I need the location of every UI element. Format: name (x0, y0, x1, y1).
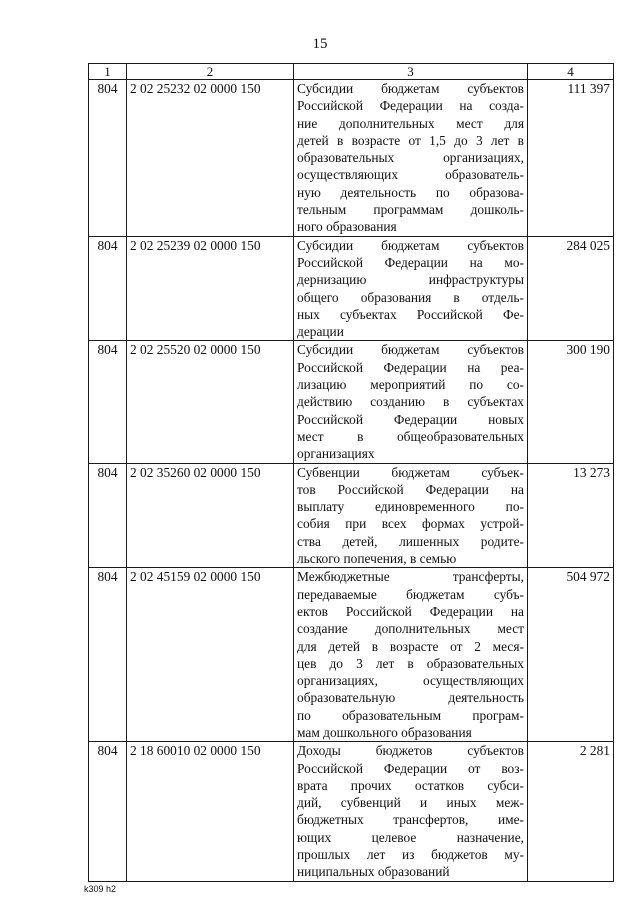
description-line: бюджетных трансфертов, име- (297, 812, 524, 828)
description-line: Российской Федерации от воз- (297, 760, 524, 776)
description-line: передаваемые бюджетам субъ- (297, 586, 524, 602)
table-header (89, 64, 614, 80)
admin-code-cell: 804 (89, 568, 127, 742)
description-line: ние дополнительных мест для (297, 115, 524, 131)
description-cell (294, 341, 528, 463)
description-line: ектов Российской Федерации на (297, 603, 524, 619)
description-line: врата прочих остатков субси- (297, 777, 524, 793)
budget-code-cell: 2 02 25520 02 0000 150 (127, 341, 294, 463)
amount-cell: 13 273 (528, 463, 614, 568)
budget-table (88, 63, 614, 882)
table-row (89, 742, 614, 881)
description-line: Доходы бюджетов субъектов (297, 743, 524, 759)
description-line: Российской Федерации на реа- (297, 359, 524, 375)
description-line: для детей в возрасте от 2 меся- (297, 638, 524, 654)
budget-code-cell: 2 18 60010 02 0000 150 (127, 742, 294, 881)
admin-code-cell: 804 (89, 742, 127, 881)
description-line: создание дополнительных мест (297, 621, 524, 637)
description-line: Российской Федерации на созда- (297, 98, 524, 114)
description-line: дерации (297, 324, 344, 340)
description-line: ства детей, лишенных родите- (297, 533, 524, 549)
amount-cell: 504 972 (528, 568, 614, 742)
table-row (89, 341, 614, 463)
description-line: тов Российской Федерации на (297, 481, 524, 497)
description-line: льского попечения, в семью (297, 551, 457, 567)
admin-code-cell: 804 (89, 463, 127, 568)
footer-mark: k309 h2 (84, 884, 117, 894)
description-line: выплату единовременного по- (297, 499, 524, 515)
description-line: ную деятельность по образова- (297, 184, 524, 200)
description-line: ниципальных образований (297, 864, 450, 880)
admin-code-cell: 804 (89, 341, 127, 463)
amount-cell: 300 190 (528, 341, 614, 463)
description-line: организациях, осуществляющих (297, 673, 524, 689)
description-line: ного образования (297, 219, 397, 235)
description-line: Межбюджетные трансферты, (297, 569, 524, 585)
description-line: действию созданию в субъектах (297, 394, 524, 410)
header-col-4: 4 (528, 64, 614, 80)
table-row (89, 236, 614, 341)
admin-code-cell: 804 (89, 80, 127, 237)
description-cell (294, 742, 528, 881)
description-line: ных субъектах Российской Фе- (297, 306, 524, 322)
description-line: собия при всех формах устрой- (297, 516, 524, 532)
description-line: мам дошкольного образования (297, 724, 472, 740)
description-cell (294, 463, 528, 568)
description-line: Субвенции бюджетам субъек- (297, 464, 524, 480)
budget-code-cell: 2 02 25232 02 0000 150 (127, 80, 294, 237)
description-line: прошлых лет из бюджетов му- (297, 847, 524, 863)
header-col-1: 1 (89, 64, 127, 80)
budget-code-cell: 2 02 25239 02 0000 150 (127, 236, 294, 341)
description-line: Субсидии бюджетам субъектов (297, 342, 524, 358)
description-line: ющих целевое назначение, (297, 829, 524, 845)
description-line: образовательную деятельность (297, 690, 524, 706)
description-line: дий, субвенций и иных меж- (297, 795, 524, 811)
description-line: организациях (297, 446, 375, 462)
admin-code-cell: 804 (89, 236, 127, 341)
table-row (89, 463, 614, 568)
description-line: Российской Федерации новых (297, 411, 524, 427)
page-number: 15 (312, 36, 328, 52)
description-line: по образовательным програм- (297, 707, 524, 723)
header-col-3: 3 (294, 64, 528, 80)
description-line: осуществляющих образователь- (297, 167, 524, 183)
budget-code-cell: 2 02 45159 02 0000 150 (127, 568, 294, 742)
table-row (89, 80, 614, 237)
description-line: детей в возрасте от 1,5 до 3 лет в (297, 132, 524, 148)
description-cell (294, 236, 528, 341)
description-line: тельным программам дошколь- (297, 202, 524, 218)
description-line: образовательных организациях, (297, 150, 524, 166)
budget-code-cell: 2 02 35260 02 0000 150 (127, 463, 294, 568)
description-line: Российской Федерации на мо- (297, 254, 524, 270)
description-cell (294, 568, 528, 742)
amount-cell: 111 397 (528, 80, 614, 237)
description-cell (294, 80, 528, 237)
description-line: дернизацию инфраструктуры (297, 272, 524, 288)
table-row (89, 568, 614, 742)
amount-cell: 284 025 (528, 236, 614, 341)
description-line: общего образования в отдель- (297, 289, 524, 305)
table-body (89, 80, 614, 882)
header-col-2: 2 (127, 64, 294, 80)
description-line: мест в общеобразовательных (297, 428, 524, 444)
description-line: цев до 3 лет в образовательных (297, 655, 524, 671)
amount-cell: 2 281 (528, 742, 614, 881)
description-line: Субсидии бюджетам субъектов (297, 81, 524, 96)
description-line: Субсидии бюджетам субъектов (297, 237, 524, 253)
description-line: лизацию мероприятий по со- (297, 377, 524, 393)
